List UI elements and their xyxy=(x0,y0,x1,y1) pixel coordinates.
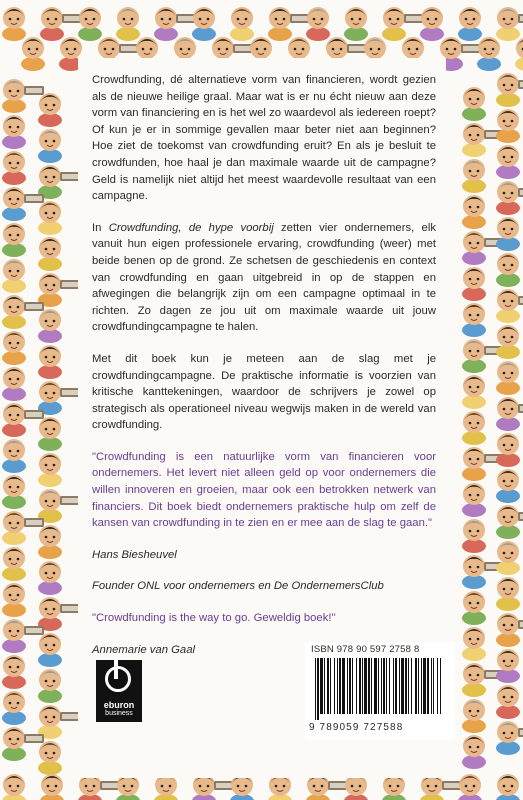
character-icon xyxy=(496,469,520,503)
character-icon xyxy=(496,109,520,143)
paragraph-book-body: zetten vier ondernemers, elk vanuit hun eigen professionele ervaring, crowdfunding (weer) met beide benen op de grond. Ze schetsen de geschiedenis en context van crowdfunding en gaan uitgebreid in op de stappen en afwegingen die belangrijk zijn om een campagne optimaal in te richten. Zo dagen ze jou uit om maximale waarde uit jouw crowdfundingcampagne te halen. xyxy=(92,221,436,334)
character-icon xyxy=(38,417,62,451)
quote-van-gaal: "Crowdfunding is the way to go. Geweldig boek!'' xyxy=(92,612,336,625)
character-icon xyxy=(462,591,486,625)
character-icon xyxy=(38,309,62,343)
character-icon xyxy=(38,93,62,127)
character-icon xyxy=(2,619,44,653)
book-title: Crowdfunding, de hype voorbij xyxy=(108,221,274,234)
character-icon xyxy=(496,774,520,800)
character-icon xyxy=(38,705,80,739)
character-icon xyxy=(496,289,523,323)
barcode-digits: 9 789059 727588 xyxy=(309,722,404,733)
character-icon xyxy=(192,7,216,41)
character-icon xyxy=(496,397,523,431)
character-icon xyxy=(38,669,62,703)
character-icon xyxy=(462,87,486,121)
character-icon xyxy=(38,345,62,379)
quote-author: Hans Biesheuvel xyxy=(92,548,177,561)
barcode-block xyxy=(305,642,455,740)
character-icon xyxy=(38,273,80,307)
character-icon xyxy=(38,489,80,523)
character-icon xyxy=(2,7,26,41)
barcode-icon xyxy=(315,658,445,720)
character-icon xyxy=(268,7,310,41)
character-icon xyxy=(306,7,330,41)
character-icon xyxy=(38,597,80,631)
character-icon xyxy=(38,201,62,235)
character-icon xyxy=(2,774,26,800)
character-icon xyxy=(2,727,44,761)
character-icon xyxy=(462,699,486,733)
character-icon xyxy=(2,511,44,545)
character-icon xyxy=(496,253,520,287)
character-icon xyxy=(2,115,26,149)
character-icon xyxy=(2,223,26,257)
character-icon xyxy=(2,367,26,401)
character-icon xyxy=(496,217,520,251)
character-icon xyxy=(496,433,520,467)
character-icon xyxy=(2,187,44,221)
character-icon xyxy=(496,361,520,395)
character-icon xyxy=(496,613,523,647)
character-icon xyxy=(2,259,26,293)
character-icon xyxy=(2,691,26,725)
character-icon xyxy=(2,655,26,689)
character-icon xyxy=(420,7,444,41)
character-icon xyxy=(462,483,486,517)
character-icon xyxy=(154,7,196,41)
character-icon xyxy=(2,151,26,185)
character-icon xyxy=(2,403,44,437)
character-icon xyxy=(38,525,62,559)
character-icon xyxy=(40,774,64,800)
character-icon xyxy=(462,663,504,697)
paragraph-book-lead: In xyxy=(92,221,102,234)
character-icon xyxy=(458,774,482,800)
character-icon xyxy=(496,73,523,107)
back-cover-text xyxy=(92,72,436,673)
paragraph-intro: Crowdfunding, dé alternatieve vorm van financieren, wordt gezien als de nieuwe heilige graal. Maar wat is er nu écht nieuw aan deze vorm van financiering en is het wel zo waardevol als iedereen roept? Of kun je er in sommige gevallen maar beter niet aan beginnen? Hoe ziet de toekomst van crowdfunding eruit? En als je besluit te crowdfunden, hoe haal je dan maximale waarde uit de campagne? Geld is namelijk niet altijd het meest waardevolle resultaat van een campagne. xyxy=(92,74,436,203)
character-icon xyxy=(462,555,504,589)
character-icon xyxy=(38,165,80,199)
character-icon xyxy=(40,7,82,41)
character-icon xyxy=(496,685,520,719)
character-icon xyxy=(38,237,62,271)
character-icon xyxy=(21,37,45,71)
character-icon xyxy=(496,7,523,41)
character-icon xyxy=(462,627,486,661)
character-icon xyxy=(462,123,504,157)
character-icon xyxy=(496,181,523,215)
paragraph-book xyxy=(92,220,436,336)
character-icon xyxy=(2,547,26,581)
character-icon xyxy=(462,231,504,265)
character-icon xyxy=(515,37,523,71)
character-icon xyxy=(462,339,504,373)
character-icon xyxy=(2,79,44,113)
character-icon xyxy=(462,411,486,445)
isbn-label: ISBN 978 90 597 2758 8 xyxy=(311,644,420,655)
character-icon xyxy=(462,375,486,409)
publisher-sub: business xyxy=(105,710,133,717)
character-icon xyxy=(496,145,520,179)
publisher-logo xyxy=(96,660,142,722)
character-icon xyxy=(38,561,62,595)
quote-author-role: Founder ONL voor ondernemers en De OndernemersClub xyxy=(92,580,384,593)
character-icon xyxy=(462,267,486,301)
character-icon xyxy=(462,195,486,229)
character-icon xyxy=(78,7,102,41)
character-icon xyxy=(2,475,26,509)
character-icon xyxy=(462,303,486,337)
character-icon xyxy=(38,129,62,163)
character-icon xyxy=(230,7,254,41)
paragraph-practical: Met dit boek kun je meteen aan de slag met je crowdfundingcampagne. De praktische informatie is voorzien van kritische kanttekeningen, waardoor de schrijvers je zowel op strategisch als operationeel niveau wegwijs maken in de wereld van crowdfunding. xyxy=(92,352,436,432)
character-icon xyxy=(496,649,520,683)
character-icon xyxy=(38,453,62,487)
character-icon xyxy=(496,505,523,539)
publisher-logo-mark-icon xyxy=(105,666,131,692)
quote-biesheuvel: "Crowdfunding is een natuurlijke vorm van financieren voor ondernemers. Het levert niet alleen geld op voor ondernemers die willen innoveren en groeien, maar ook een betrokken netwerk van financiers. Dit boek biedt ondernemers praktische hulp om zelf de kansen van crowdfunding in te zien en er mee aan de slag te gaan." xyxy=(92,450,436,530)
character-icon xyxy=(496,721,523,755)
character-icon xyxy=(462,447,504,481)
character-icon xyxy=(344,7,368,41)
character-icon xyxy=(458,7,482,41)
character-icon xyxy=(2,583,26,617)
character-icon xyxy=(2,295,44,329)
character-icon xyxy=(462,159,486,193)
character-icon xyxy=(2,331,26,365)
publisher-name: eburon xyxy=(103,700,135,710)
character-icon xyxy=(477,37,501,71)
character-icon xyxy=(38,633,62,667)
character-icon xyxy=(496,541,520,575)
character-icon xyxy=(462,735,486,769)
character-icon xyxy=(462,519,486,553)
character-icon xyxy=(496,325,520,359)
character-icon xyxy=(382,7,424,41)
character-icon xyxy=(38,381,80,415)
quote2-author: Annemarie van Gaal xyxy=(92,643,195,656)
character-icon xyxy=(116,7,140,41)
character-icon xyxy=(496,577,520,611)
character-icon xyxy=(2,439,26,473)
character-icon xyxy=(38,741,62,775)
